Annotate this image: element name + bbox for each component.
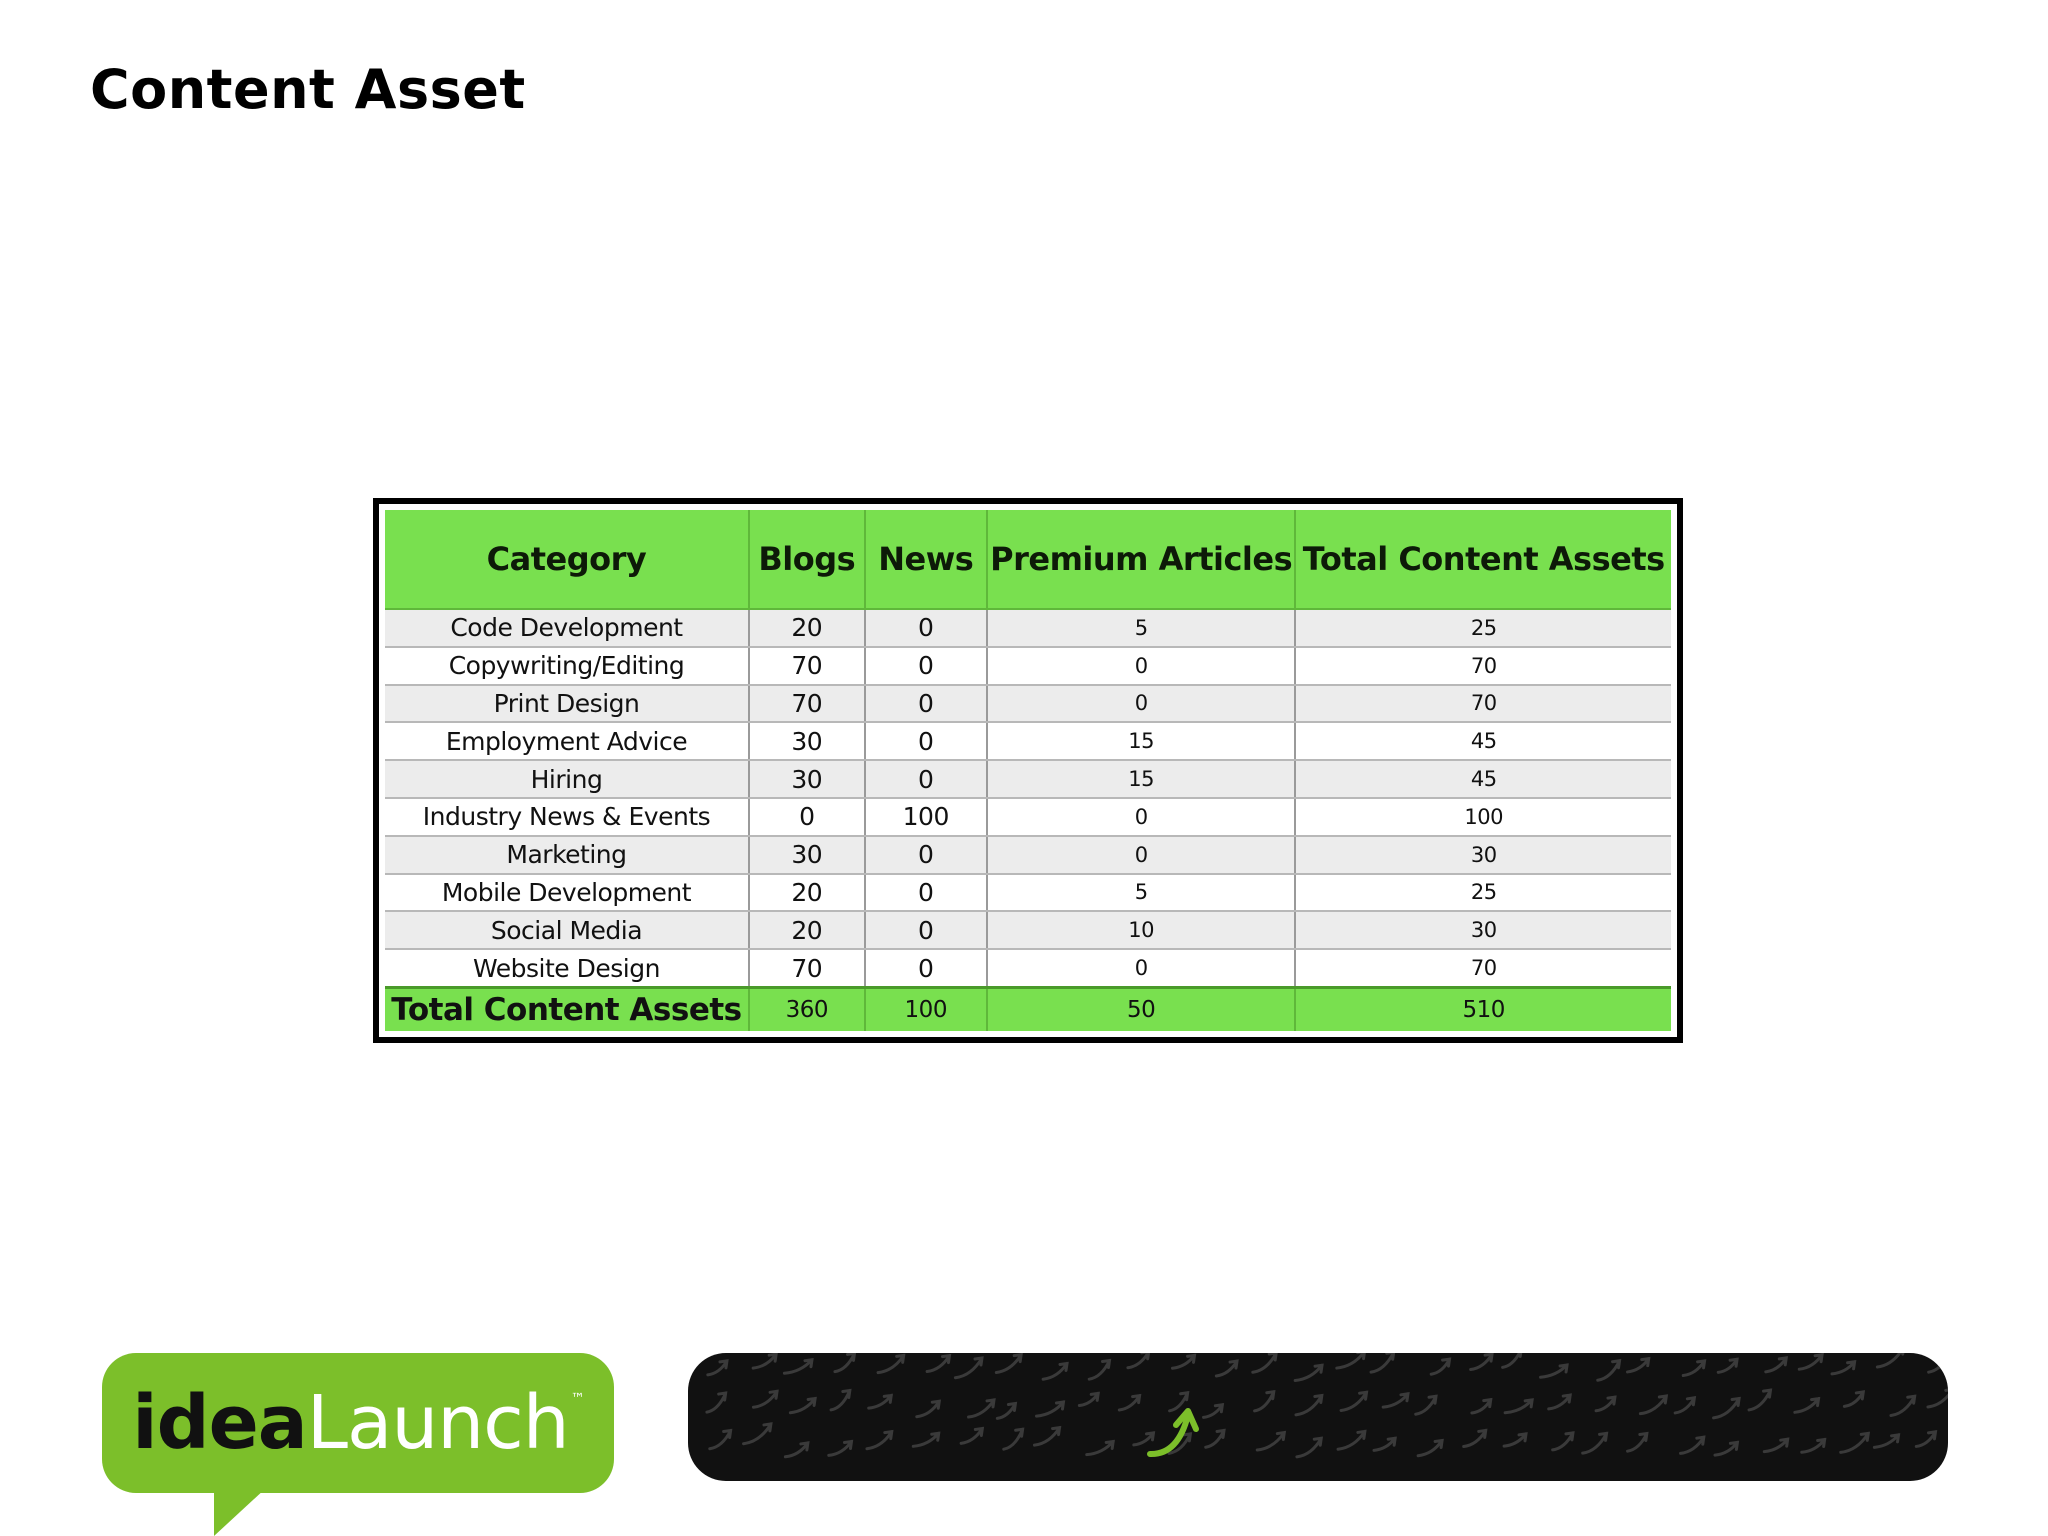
pattern-arrow bbox=[1714, 1399, 1740, 1418]
totals-total-content-assets: 510 bbox=[1295, 988, 1671, 1032]
pattern-arrow bbox=[1877, 1353, 1903, 1367]
pattern-arrow bbox=[1341, 1392, 1367, 1410]
pattern-arrow bbox=[927, 1356, 949, 1372]
pattern-arrow bbox=[829, 1441, 852, 1455]
pattern-arrow bbox=[1929, 1353, 1948, 1372]
pattern-arrow bbox=[1034, 1428, 1059, 1446]
pattern-arrow bbox=[785, 1443, 807, 1457]
premium-articles-cell: 0 bbox=[987, 949, 1296, 987]
pattern-arrow bbox=[1766, 1358, 1786, 1372]
pattern-arrow bbox=[1795, 1399, 1819, 1413]
category-cell: Copywriting/Editing bbox=[385, 647, 749, 685]
pattern-arrow bbox=[1037, 1402, 1064, 1416]
total-content-assets-cell: 30 bbox=[1295, 911, 1671, 949]
pattern-arrow bbox=[869, 1395, 892, 1408]
total-content-assets-cell: 25 bbox=[1295, 874, 1671, 912]
pattern-arrow bbox=[1431, 1359, 1449, 1374]
table-row bbox=[385, 722, 1671, 760]
logo-word-idea: idea bbox=[132, 1380, 307, 1466]
news-cell: 100 bbox=[865, 798, 987, 836]
pattern-arrow bbox=[744, 1424, 771, 1444]
totals-label: Total Content Assets bbox=[385, 988, 749, 1032]
arrow-pattern-banner bbox=[688, 1353, 1948, 1481]
category-cell: Industry News & Events bbox=[385, 798, 749, 836]
pattern-arrow bbox=[1928, 1389, 1948, 1407]
pattern-arrow bbox=[708, 1361, 727, 1375]
category-cell: Code Development bbox=[385, 609, 749, 647]
pattern-arrow bbox=[1596, 1397, 1615, 1411]
pattern-arrow bbox=[1079, 1393, 1098, 1405]
pattern-arrow bbox=[961, 1428, 982, 1443]
premium-articles-cell: 0 bbox=[987, 798, 1296, 836]
pattern-arrow bbox=[1832, 1362, 1855, 1374]
news-cell: 0 bbox=[865, 949, 987, 987]
news-cell: 0 bbox=[865, 609, 987, 647]
logo-speech-bubble-tail bbox=[214, 1488, 266, 1536]
total-content-assets-cell: 30 bbox=[1295, 836, 1671, 874]
pattern-arrow bbox=[1374, 1438, 1395, 1450]
pattern-arrow bbox=[1043, 1363, 1067, 1379]
blogs-cell: 0 bbox=[749, 798, 865, 836]
pattern-arrow bbox=[955, 1358, 982, 1378]
pattern-arrow bbox=[1089, 1361, 1109, 1380]
totals-premium-articles: 50 bbox=[987, 988, 1296, 1032]
pattern-arrow bbox=[1464, 1430, 1486, 1446]
pattern-arrow bbox=[913, 1433, 938, 1446]
pattern-arrow bbox=[1841, 1433, 1869, 1452]
logo-trademark: ™ bbox=[570, 1391, 584, 1407]
column-header-news: News bbox=[865, 510, 987, 609]
category-cell: Hiring bbox=[385, 760, 749, 798]
blogs-cell: 70 bbox=[749, 647, 865, 685]
pattern-arrow bbox=[1255, 1392, 1274, 1411]
pattern-arrow bbox=[1504, 1434, 1526, 1446]
pattern-arrow bbox=[1004, 1429, 1023, 1449]
table-row bbox=[385, 685, 1671, 723]
pattern-arrow bbox=[753, 1391, 777, 1407]
category-cell: Print Design bbox=[385, 685, 749, 723]
news-cell: 0 bbox=[865, 836, 987, 874]
pattern-arrow bbox=[1541, 1365, 1568, 1377]
premium-articles-cell: 5 bbox=[987, 609, 1296, 647]
news-cell: 0 bbox=[865, 647, 987, 685]
pattern-arrow bbox=[1119, 1396, 1139, 1410]
category-cell: Mobile Development bbox=[385, 874, 749, 912]
pattern-arrow bbox=[1128, 1353, 1149, 1368]
pattern-arrow bbox=[831, 1390, 850, 1409]
blogs-cell: 20 bbox=[749, 911, 865, 949]
pattern-arrow bbox=[996, 1355, 1021, 1373]
table-row bbox=[385, 798, 1671, 836]
news-cell: 0 bbox=[865, 685, 987, 723]
pattern-arrow bbox=[867, 1432, 892, 1449]
pattern-arrow bbox=[1371, 1353, 1394, 1372]
pattern-arrow bbox=[1715, 1442, 1737, 1455]
premium-articles-cell: 0 bbox=[987, 685, 1296, 723]
blogs-cell: 30 bbox=[749, 722, 865, 760]
pattern-arrow bbox=[1874, 1435, 1898, 1448]
blogs-cell: 20 bbox=[749, 874, 865, 912]
pattern-arrow bbox=[878, 1355, 904, 1372]
premium-articles-cell: 15 bbox=[987, 760, 1296, 798]
column-header-category: Category bbox=[385, 510, 749, 609]
pattern-arrow bbox=[1134, 1433, 1154, 1445]
pattern-arrow bbox=[1471, 1354, 1492, 1369]
totals-blogs: 360 bbox=[749, 988, 865, 1032]
pattern-arrow bbox=[1206, 1430, 1224, 1447]
total-content-assets-cell: 45 bbox=[1295, 760, 1671, 798]
total-content-assets-cell: 70 bbox=[1295, 647, 1671, 685]
category-cell: Marketing bbox=[385, 836, 749, 874]
curved-up-arrow-icon bbox=[1150, 1411, 1196, 1454]
arrow-pattern bbox=[688, 1353, 1948, 1481]
logo-word-launch: Launch bbox=[306, 1380, 569, 1466]
pattern-arrow bbox=[1553, 1433, 1573, 1450]
pattern-arrow bbox=[997, 1404, 1015, 1419]
pattern-arrow bbox=[1598, 1361, 1620, 1381]
pattern-arrow bbox=[710, 1431, 731, 1449]
blogs-cell: 70 bbox=[749, 949, 865, 987]
news-cell: 0 bbox=[865, 911, 987, 949]
pattern-arrow bbox=[1337, 1353, 1365, 1368]
pattern-arrow bbox=[1628, 1434, 1647, 1452]
pattern-arrow bbox=[1216, 1361, 1237, 1376]
pattern-arrow bbox=[1681, 1437, 1704, 1453]
premium-articles-cell: 0 bbox=[987, 647, 1296, 685]
pattern-arrow bbox=[1799, 1355, 1822, 1369]
pattern-arrow bbox=[1257, 1433, 1284, 1450]
content-asset-table bbox=[385, 510, 1671, 1031]
premium-articles-cell: 10 bbox=[987, 911, 1296, 949]
category-cell: Website Design bbox=[385, 949, 749, 987]
pattern-arrow bbox=[1749, 1390, 1770, 1410]
page-title: Content Asset bbox=[90, 58, 526, 121]
table-row bbox=[385, 836, 1671, 874]
pattern-arrow bbox=[784, 1360, 812, 1374]
table-header-row bbox=[385, 510, 1671, 609]
pattern-arrow bbox=[1296, 1396, 1322, 1415]
total-content-assets-cell: 25 bbox=[1295, 609, 1671, 647]
pattern-arrow bbox=[1916, 1432, 1935, 1447]
table-totals-row bbox=[385, 988, 1671, 1032]
pattern-arrow bbox=[1628, 1359, 1649, 1372]
pattern-arrow bbox=[1505, 1400, 1532, 1413]
pattern-arrow bbox=[1844, 1392, 1863, 1406]
news-cell: 0 bbox=[865, 760, 987, 798]
total-content-assets-cell: 70 bbox=[1295, 685, 1671, 723]
total-content-assets-cell: 100 bbox=[1295, 798, 1671, 836]
logo-wordmark bbox=[102, 1353, 614, 1493]
pattern-arrow bbox=[1253, 1353, 1276, 1372]
pattern-arrow bbox=[1802, 1440, 1825, 1453]
pattern-arrow bbox=[1338, 1431, 1365, 1449]
blogs-cell: 30 bbox=[749, 760, 865, 798]
pattern-arrow bbox=[1718, 1359, 1737, 1372]
pattern-arrow bbox=[1675, 1398, 1694, 1413]
totals-news: 100 bbox=[865, 988, 987, 1032]
column-header-total-content-assets: Total Content Assets bbox=[1295, 510, 1671, 609]
blogs-cell: 20 bbox=[749, 609, 865, 647]
pattern-arrow bbox=[1087, 1441, 1113, 1454]
premium-articles-cell: 0 bbox=[987, 836, 1296, 874]
category-cell: Employment Advice bbox=[385, 722, 749, 760]
total-content-assets-cell: 45 bbox=[1295, 722, 1671, 760]
pattern-arrow bbox=[1295, 1365, 1322, 1380]
pattern-arrow bbox=[1891, 1396, 1915, 1415]
pattern-arrow bbox=[1764, 1439, 1787, 1451]
pattern-arrow bbox=[1383, 1394, 1408, 1407]
pattern-arrow bbox=[1204, 1405, 1223, 1418]
column-header-blogs: Blogs bbox=[749, 510, 865, 609]
pattern-arrow bbox=[790, 1398, 815, 1412]
table-row bbox=[385, 949, 1671, 987]
pattern-arrow bbox=[1416, 1396, 1436, 1414]
pattern-arrow bbox=[1503, 1353, 1522, 1367]
pattern-arrow bbox=[1172, 1355, 1194, 1368]
table-row bbox=[385, 911, 1671, 949]
pattern-arrow bbox=[835, 1353, 855, 1371]
news-cell: 0 bbox=[865, 722, 987, 760]
pattern-arrow bbox=[1170, 1393, 1188, 1411]
premium-articles-cell: 5 bbox=[987, 874, 1296, 912]
pattern-arrow bbox=[917, 1401, 940, 1417]
content-asset-table-frame bbox=[373, 498, 1683, 1043]
pattern-arrow bbox=[1418, 1441, 1442, 1456]
table-row bbox=[385, 760, 1671, 798]
premium-articles-cell: 15 bbox=[987, 722, 1296, 760]
pattern-arrow bbox=[1683, 1361, 1704, 1376]
column-header-premium-articles: Premium Articles bbox=[987, 510, 1296, 609]
table-row bbox=[385, 609, 1671, 647]
table-row bbox=[385, 874, 1671, 912]
pattern-arrow bbox=[1583, 1433, 1607, 1453]
pattern-arrow bbox=[1472, 1400, 1491, 1413]
blogs-cell: 70 bbox=[749, 685, 865, 723]
table-row bbox=[385, 647, 1671, 685]
pattern-arrow bbox=[1549, 1395, 1570, 1409]
news-cell: 0 bbox=[865, 874, 987, 912]
pattern-arrow bbox=[1297, 1438, 1321, 1457]
total-content-assets-cell: 70 bbox=[1295, 949, 1671, 987]
category-cell: Social Media bbox=[385, 911, 749, 949]
pattern-arrow bbox=[1640, 1396, 1666, 1414]
pattern-arrow bbox=[969, 1400, 994, 1417]
pattern-arrow bbox=[707, 1393, 726, 1412]
pattern-arrow bbox=[753, 1354, 776, 1368]
blogs-cell: 30 bbox=[749, 836, 865, 874]
